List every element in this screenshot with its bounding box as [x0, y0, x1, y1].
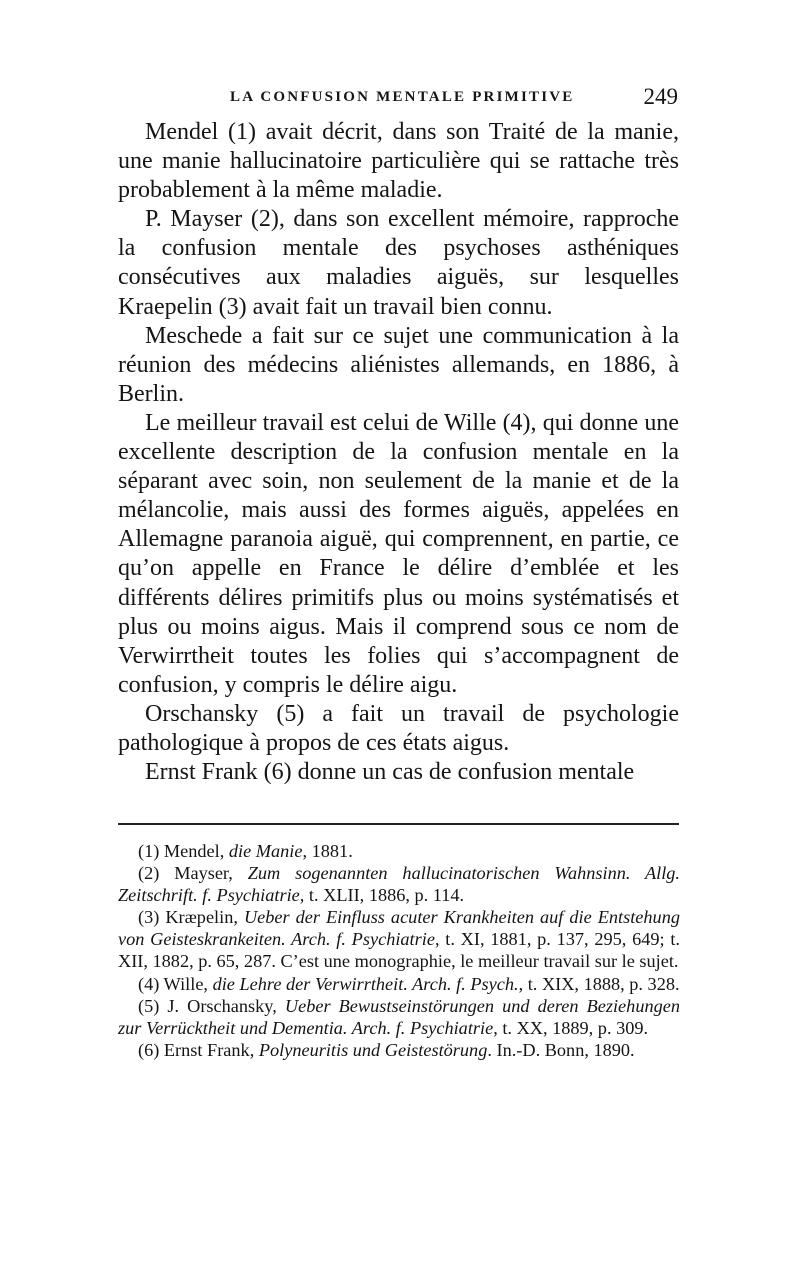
footnote-1: [118, 840, 680, 862]
footnote-3-details: , t. XI, 1881, p. 137, 295, 649; t. XII, 1882, p. 65, 287. C’est une monographie, le meilleur travail sur le sujet.: [118, 929, 680, 972]
footnote-4-details: , t. XIX, 1888, p. 328.: [518, 973, 680, 994]
footnote-1-details: , 1881.: [302, 841, 353, 861]
footnote-3: [118, 906, 680, 972]
footnote-4-title: die Lehre der Verwirrtheit. Arch. f. Psych.: [212, 973, 519, 994]
footnote-4: [118, 973, 680, 995]
footnote-6-title: Polyneuritis und Geistestörung: [258, 1039, 488, 1060]
footnotes: [118, 840, 680, 1061]
paragraph-mendel: Mendel (1) avait décrit, dans son Traité de la manie, une manie hallucinatoire particulière qui se rattache très probablement à la même maladie.: [118, 119, 679, 204]
main-text: [118, 118, 679, 787]
footnote-5-author: (5) J. Orschansky,: [138, 995, 285, 1016]
page-number: 249: [643, 84, 678, 109]
footnote-3-author: (3) Kræpelin,: [138, 907, 244, 928]
footnote-2-details: , t. XLII, 1886, p. 114.: [299, 885, 465, 906]
footnote-4-author: (4) Wille,: [138, 973, 213, 994]
footnote-5: [118, 995, 680, 1039]
footnote-6-details: . In.-D. Bonn, 1890.: [487, 1039, 635, 1060]
running-header: [118, 84, 678, 115]
footnote-1-author: (1) Mendel,: [138, 841, 229, 861]
running-title: LA CONFUSION MENTALE PRIMITIVE: [230, 89, 575, 105]
footnote-5-details: , t. XX, 1889, p. 309.: [493, 1017, 649, 1038]
footnote-5-title: Ueber Bewustseinstörungen und deren Beziehungen zur Verrücktheit und Dementia. Arch. f. Psychiatrie: [118, 995, 680, 1038]
footnote-2: [118, 862, 680, 906]
footnote-2-title: Zum sogenannten hallucinatorischen Wahnsinn. Allg. Zeitschrift. f. Psychiatrie: [118, 863, 681, 906]
paragraph-mayser: P. Mayser (2), dans son excellent mémoire, rapproche la confusion mentale des psychoses asthéniques consécutives aux maladies aiguës, sur lesquelles Kraepelin (3) avait fait un travail bien connu.: [118, 206, 679, 320]
footnote-3-title: Ueber der Einfluss acuter Krankheiten auf die Entstehung von Geisteskrankeiten. Arch. f. Psychiatrie: [118, 907, 680, 950]
footnote-6: [118, 1039, 680, 1061]
paragraph-meschede: Meschede a fait sur ce sujet une communication à la réunion des médecins aliénistes allemands, en 1886, à Berlin.: [118, 322, 679, 407]
footnote-6-author: (6) Ernst Frank,: [138, 1039, 259, 1060]
footnote-1-title: die Manie: [228, 841, 303, 861]
paragraph-frank: Ernst Frank (6) donne un cas de confusion mentale: [145, 759, 635, 786]
footnote-divider: [118, 823, 679, 825]
paragraph-orschansky: Orschansky (5) a fait un travail de psychologie pathologique à propos de ces états aigus.: [118, 700, 679, 756]
footnote-2-author: (2) Mayser,: [138, 863, 248, 884]
paragraph-wille: Le meilleur travail est celui de Wille (4), qui donne une excellente description de la confusion mentale en la séparant avec soin, non seulement de la manie et de la mélancolie, mais aussi des formes aiguës, appelées en Allemagne paranoia aiguë, qui comprennent, en partie, ce qu’on appelle en France le délire d’emblée et les différents délires primitifs plus ou moins systématisés et plus ou moins aigus. Mais il comprend sous ce nom de Verwirrtheit toutes les folies qui s’accompagnent de confusion, y compris le délire aigu.: [118, 409, 679, 698]
